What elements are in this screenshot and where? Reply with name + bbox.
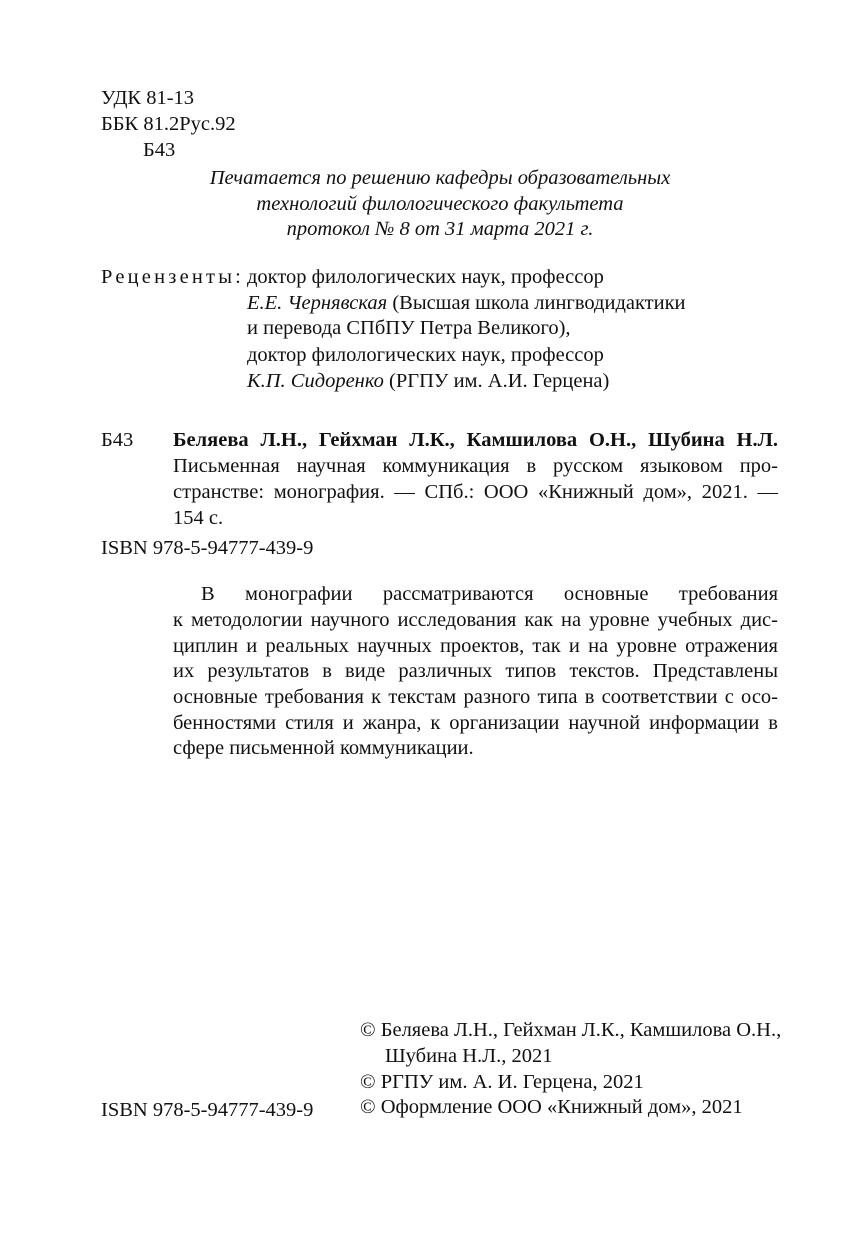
annotation-line: В монографии рассматриваются основные требования bbox=[201, 583, 778, 605]
annotation-line: бенностями стиля и жанра, к организации научной информации в bbox=[173, 712, 778, 734]
reviewer-2-name: К.П. Сидоренко bbox=[247, 370, 384, 392]
bib-mark: Б43 bbox=[101, 429, 134, 451]
reviewer-2-degree: доктор филологических наук, профессор bbox=[247, 344, 604, 366]
copyright-authors-cont: Шубина Н.Л., 2021 bbox=[385, 1045, 553, 1067]
bib-title-line-2: странстве: монография. — СПб.: ООО «Книжный дом», 2021. — bbox=[173, 481, 778, 503]
copyright-design: © Оформление ООО «Книжный дом», 2021 bbox=[360, 1096, 743, 1118]
copyright-authors: © Беляева Л.Н., Гейхман Л.К., Камшилова О.Н., bbox=[360, 1019, 782, 1041]
bbk-code: ББК 81.2Рус.92 bbox=[101, 113, 236, 135]
udk-code: УДК 81-13 bbox=[101, 87, 195, 109]
approval-line-3: протокол № 8 от 31 марта 2021 г. bbox=[286, 218, 594, 240]
annotation-line: их результатов в виде различных типов текстов. Представлены bbox=[173, 660, 778, 682]
reviewer-2-affiliation: (РГПУ им. А.И. Герцена) bbox=[389, 370, 610, 392]
approval-line-1: Печатается по решению кафедры образовательных bbox=[209, 167, 671, 189]
reviewer-1-name: Е.Е. Чернявская bbox=[247, 292, 388, 314]
annotation-line: сфере письменной коммуникации. bbox=[173, 737, 474, 759]
annotation-line: циплин и реальных научных проектов, так и на уровне отражения bbox=[173, 635, 778, 657]
reviewer-1-line bbox=[247, 291, 686, 315]
author-mark: Б43 bbox=[143, 139, 176, 161]
reviewer-1-degree: доктор филологических наук, профессор bbox=[247, 266, 604, 288]
reviewers-label: Рецензенты: bbox=[101, 266, 245, 288]
bib-title-line-1: Письменная научная коммуникация в русском языковом про- bbox=[173, 455, 778, 477]
reviewer-2-line bbox=[247, 369, 609, 393]
annotation-line: основные требования к текстам разного типа в соответствии с осо- bbox=[173, 686, 778, 708]
copyright-university: © РГПУ им. А. И. Герцена, 2021 bbox=[360, 1071, 644, 1093]
reviewer-1-affiliation: (Высшая школа лингводидактики bbox=[392, 292, 686, 314]
bib-isbn: ISBN 978-5-94777-439-9 bbox=[101, 537, 314, 559]
reviewer-1-affiliation-cont: и перевода СПбПУ Петра Великого), bbox=[247, 317, 571, 339]
approval-line-2: технологий филологического факультета bbox=[256, 193, 624, 215]
annotation-line: к методологии научного исследования как на уровне учебных дис- bbox=[173, 609, 778, 631]
footer-isbn: ISBN 978-5-94777-439-9 bbox=[101, 1099, 314, 1121]
bib-pages: 154 с. bbox=[173, 507, 224, 529]
bib-authors: Беляева Л.Н., Гейхман Л.К., Камшилова О.Н., Шубина Н.Л. bbox=[173, 429, 778, 451]
